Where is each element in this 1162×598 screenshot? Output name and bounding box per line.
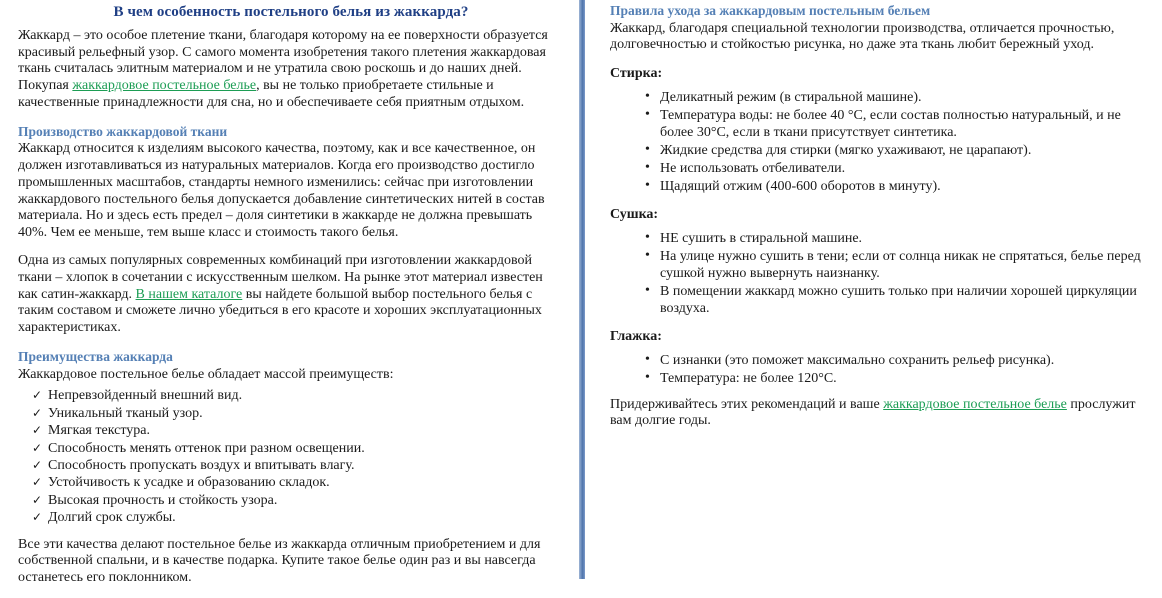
list-item: • С изнанки (это поможет максимально сохранить рельеф рисунка).	[638, 352, 1148, 369]
list-item: • Деликатный режим (в стиральной машине).	[638, 89, 1148, 106]
drying-list	[610, 230, 1148, 317]
label-ironing: Глажка:	[610, 328, 662, 344]
label-drying: Сушка:	[610, 206, 659, 222]
list-item: ✓ Мягкая текстура.	[18, 422, 564, 439]
link-jacquard-bedding-intro[interactable]: жаккардовое постельное белье	[72, 78, 257, 94]
list-item: • На улице нужно сушить в тени; если от солнца никак не спрятаться, белье перед сушкой нужно вывернуть наизнанку.	[638, 248, 1148, 282]
satin-text-before-link: Одна из самых популярных современных комбинаций при изготовлении жаккардовой ткани – хлопок в сочетании с искусственным шелком. На рынке этот материал известен как сатин-жаккард.	[18, 253, 543, 302]
list-item: ✓ Устойчивость к усадке и образованию складок.	[18, 474, 564, 491]
label-washing: Стирка:	[610, 66, 663, 82]
ironing-list	[610, 352, 1148, 387]
care-paragraph: Жаккард, благодаря специальной технологии производства, отличается прочностью, долговечностью и стойкостью рисунка, но даже эта ткань любит бережный уход.	[610, 20, 1115, 53]
list-item: ✓ Непревзойденный внешний вид.	[18, 387, 564, 404]
list-item: • Щадящий отжим (400-600 оборотов в минуту).	[638, 178, 1148, 195]
list-item: • Жидкие средства для стирки (мягко ухаживают, не царапают).	[638, 142, 1148, 159]
closing-text-after-link: прослужит вам долгие годы.	[610, 396, 1136, 429]
list-item: ✓ Высокая прочность и стойкость узора.	[18, 492, 564, 509]
list-item: ✓ Долгий срок службы.	[18, 509, 564, 526]
link-our-catalog[interactable]: В нашем каталоге	[135, 286, 243, 302]
heading-advantages: Преимущества жаккарда	[18, 349, 173, 365]
left-column	[0, 0, 578, 598]
satin-text-after-link: вы найдете большой выбор постельного белья с таким составом и сможете лично убедиться в его красоте и хороших эксплуатационных характеристиках.	[18, 286, 542, 336]
left-closing-paragraph: Все эти качества делают постельное белье из жаккарда отличным приобретением и для собственной спальни, и в качестве подарка. Купите такое белье один раз и вы навсегда останетесь его поклонником.	[18, 536, 541, 586]
heading-care-rules: Правила ухода за жаккардовым постельным бельем	[610, 3, 931, 18]
page-title: В чем особенность постельного белья из жаккарда?	[113, 4, 469, 20]
list-item: • Температура: не более 120°C.	[638, 370, 1148, 387]
list-item: ✓ Способность пропускать воздух и впитывать влагу.	[18, 457, 564, 474]
advantages-lead: Жаккардовое постельное белье обладает массой преимуществ:	[18, 366, 394, 382]
advantages-list	[18, 387, 564, 526]
intro-text-before-link: Жаккард – это особое плетение ткани, благодаря которому на ее поверхности образуется красивый рельефный узор. С самого момента изобретения такого плетения жаккардовая ткань считалась элитным материалом и не утратила свою роскошь и до наших дней. Покупая	[18, 27, 548, 94]
intro-paragraph	[18, 28, 564, 112]
list-item: ✓ Уникальный тканый узор.	[18, 405, 564, 422]
heading-production: Производство жаккардовой ткани	[18, 123, 228, 139]
list-item: • Не использовать отбеливатели.	[638, 160, 1148, 177]
list-item: • В помещении жаккард можно сушить только при наличии хорошей циркуляции воздуха.	[638, 283, 1148, 317]
washing-list	[610, 89, 1148, 195]
intro-text-after-link: , вы не только приобретаете стильные и качественные принадлежности для сна, но и обеспечиваете себя приятным отдыхом.	[18, 78, 525, 110]
satin-paragraph	[18, 253, 564, 337]
production-paragraph: Жаккард относится к изделиям высокого качества, поэтому, как и все качественное, он должен изготавливаться из натуральных материалов. Когда его производство достигло промышленных масштабов, стандарты немного изменились: сейчас при изготовлении жаккардового постельного белья допускается добавление синтетических нитей в состав материала. Но и здесь есть предел – доля синтетики в жаккарде не должна превышать 40%. Чем ее меньше, тем выше класс и стоимость такого белья.	[18, 141, 545, 241]
right-closing-paragraph	[610, 397, 1148, 431]
link-jacquard-bedding-closing[interactable]: жаккардовое постельное белье	[883, 396, 1067, 412]
list-item: • НЕ сушить в стиральной машине.	[638, 230, 1148, 247]
closing-text-before-link: Придерживайтесь этих рекомендаций и ваше	[610, 396, 884, 412]
list-item: • Температура воды: не более 40 °C, если состав полностью натуральный, и не более 30°C, если в ткани присутствует синтетика.	[638, 107, 1148, 141]
right-column	[585, 0, 1162, 441]
list-item: ✓ Способность менять оттенок при разном освещении.	[18, 440, 564, 457]
